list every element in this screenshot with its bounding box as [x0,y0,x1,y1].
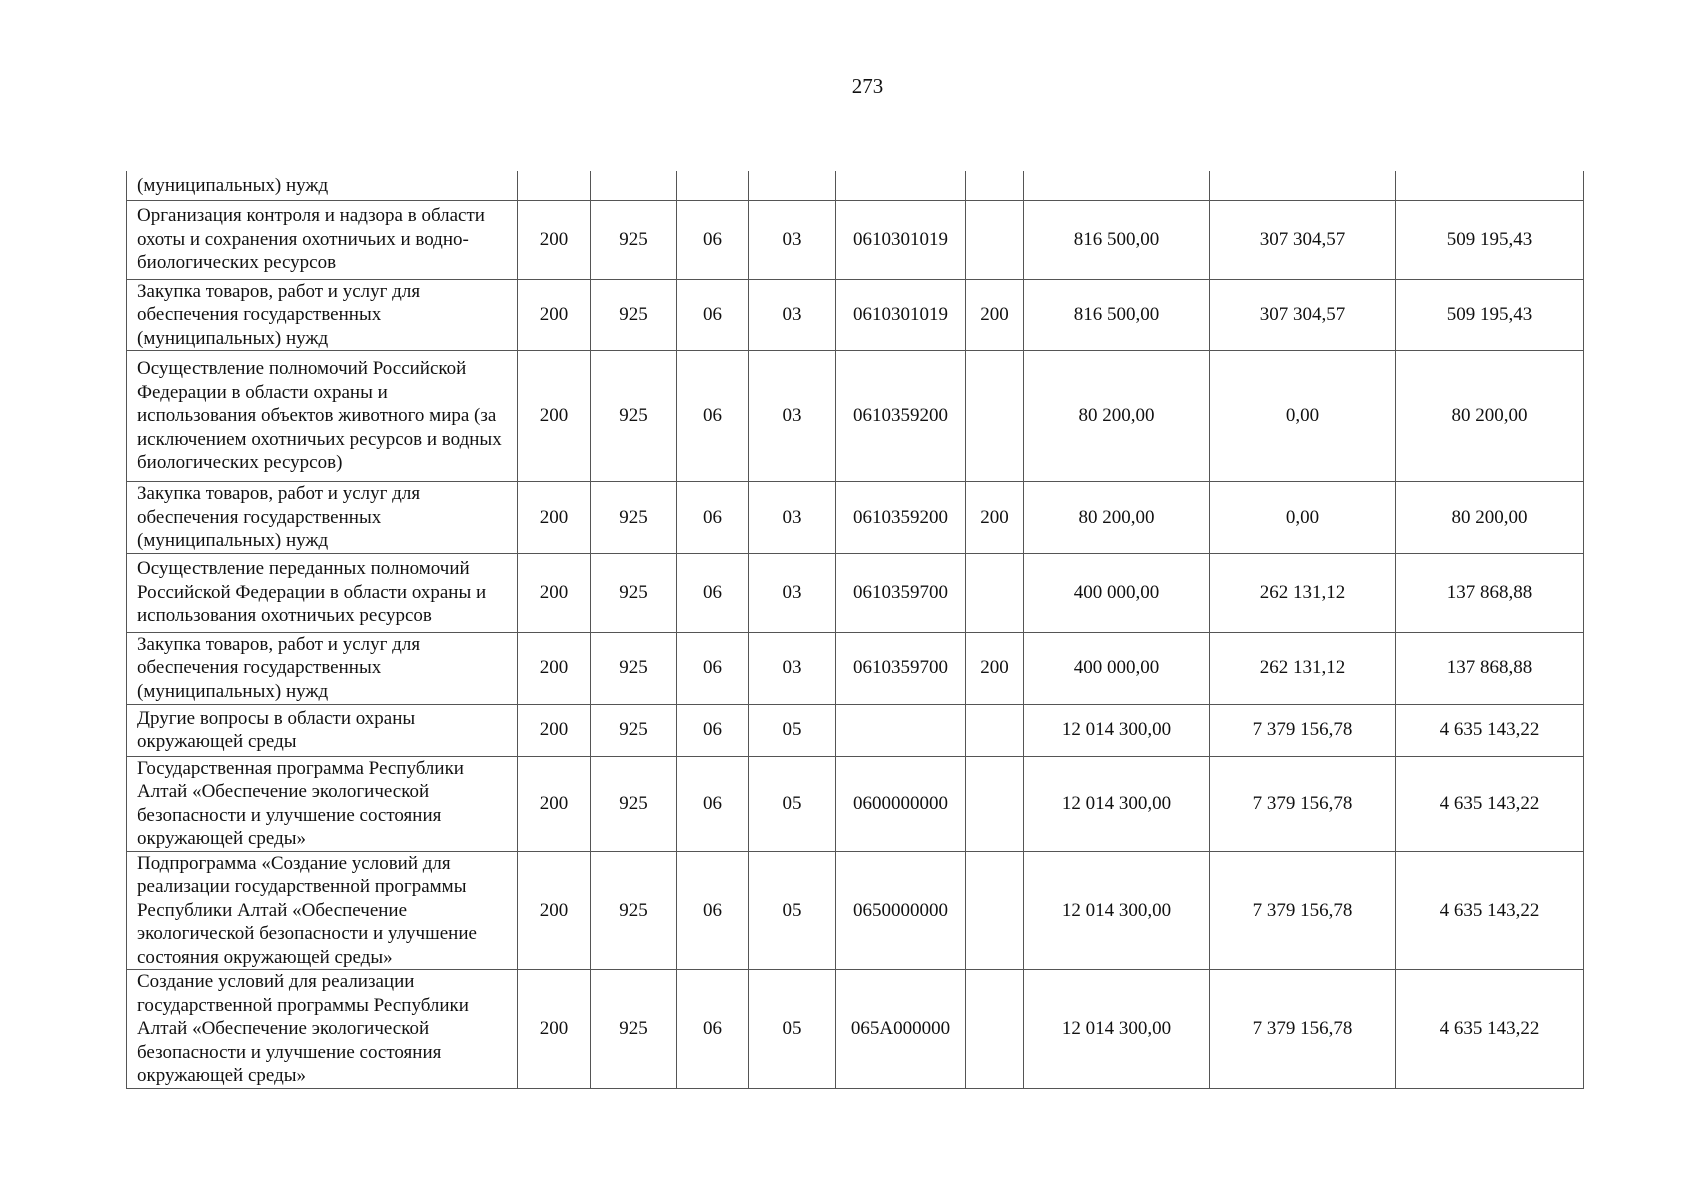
table-cell: 137 868,88 [1396,632,1584,704]
table-cell: 262 131,12 [1210,632,1396,704]
budget-table [126,171,1584,1089]
table-cell: 06 [677,704,749,756]
table-cell: 06 [677,200,749,279]
table-cell: 06 [677,279,749,351]
table-cell: 06 [677,970,749,1089]
table-cell: 7 379 156,78 [1210,851,1396,970]
row-name-cell: Другие вопросы в области охраны окружающей среды [127,704,518,756]
table-cell: 05 [749,756,836,851]
row-name-cell: Подпрограмма «Создание условий для реализации государственной программы Республики Алтай «Обеспечение экологической безопасности и улучшение состояния окружающей среды» [127,851,518,970]
table-cell: 12 014 300,00 [1024,851,1210,970]
table-cell: 200 [518,970,591,1089]
table-cell [966,756,1024,851]
table-cell [518,171,591,200]
table-cell: 0,00 [1210,351,1396,482]
table-cell: 400 000,00 [1024,632,1210,704]
table-cell: 200 [518,632,591,704]
table-cell: 0610359200 [836,482,966,554]
row-name-cell: Закупка товаров, работ и услуг для обеспечения государственных (муниципальных) нужд [127,482,518,554]
table-cell: 12 014 300,00 [1024,704,1210,756]
table-cell: 12 014 300,00 [1024,756,1210,851]
table-cell: 06 [677,351,749,482]
table-cell: 03 [749,279,836,351]
table-cell: 816 500,00 [1024,200,1210,279]
table-row [127,553,1584,632]
table-cell: 05 [749,704,836,756]
row-name-cell: Закупка товаров, работ и услуг для обеспечения государственных (муниципальных) нужд [127,632,518,704]
table-row [127,279,1584,351]
table-cell [966,171,1024,200]
table-cell: 03 [749,553,836,632]
table-cell: 0610359200 [836,351,966,482]
table-cell: 03 [749,351,836,482]
table-cell [966,704,1024,756]
table-cell: 4 635 143,22 [1396,851,1584,970]
table-cell [966,970,1024,1089]
table-cell: 80 200,00 [1396,482,1584,554]
row-name-cell: (муниципальных) нужд [127,171,518,200]
table-cell [966,553,1024,632]
table-cell: 0,00 [1210,482,1396,554]
table-cell: 200 [966,279,1024,351]
page-number: 273 [851,74,884,98]
row-name-cell: Создание условий для реализации государственной программы Республики Алтай «Обеспечение экологической безопасности и улучшение состояния окружающей среды» [127,970,518,1089]
table-cell: 307 304,57 [1210,200,1396,279]
table-cell [677,171,749,200]
row-name-cell: Осуществление полномочий Российской Федерации в области охраны и использования объектов животного мира (за исключением охотничьих ресурсов и водных биологических ресурсов) [127,351,518,482]
table-cell: 05 [749,970,836,1089]
table-cell: 200 [966,482,1024,554]
table-cell: 05 [749,851,836,970]
table-cell: 925 [591,200,677,279]
table-row [127,632,1584,704]
table-cell: 7 379 156,78 [1210,970,1396,1089]
table-cell: 0610301019 [836,279,966,351]
table-cell [966,351,1024,482]
table-cell: 200 [518,756,591,851]
table-cell: 200 [518,351,591,482]
table-cell: 262 131,12 [1210,553,1396,632]
table-cell [966,851,1024,970]
table-cell [1210,171,1396,200]
row-name-cell: Организация контроля и надзора в области охоты и сохранения охотничьих и водно-биологических ресурсов [127,200,518,279]
table-cell: 4 635 143,22 [1396,756,1584,851]
table-cell: 200 [518,704,591,756]
table-cell: 06 [677,482,749,554]
table-cell: 4 635 143,22 [1396,704,1584,756]
table-cell: 7 379 156,78 [1210,756,1396,851]
table-cell: 0610301019 [836,200,966,279]
table-cell: 0600000000 [836,756,966,851]
row-name-cell: Закупка товаров, работ и услуг для обеспечения государственных (муниципальных) нужд [127,279,518,351]
table-cell [966,200,1024,279]
table-cell: 925 [591,482,677,554]
table-row [127,351,1584,482]
table-cell [749,171,836,200]
table-cell: 925 [591,279,677,351]
table-cell: 200 [518,482,591,554]
table-cell [1396,171,1584,200]
table-cell: 925 [591,970,677,1089]
table-cell: 4 635 143,22 [1396,970,1584,1089]
table-cell: 06 [677,851,749,970]
table-cell: 509 195,43 [1396,279,1584,351]
table-cell: 06 [677,553,749,632]
table-cell: 0610359700 [836,553,966,632]
table-row [127,704,1584,756]
row-name-cell: Государственная программа Республики Алтай «Обеспечение экологической безопасности и улучшение состояния окружающей среды» [127,756,518,851]
row-name-cell: Осуществление переданных полномочий Российской Федерации в области охраны и использования охотничьих ресурсов [127,553,518,632]
table-cell: 80 200,00 [1024,351,1210,482]
table-row [127,171,1584,200]
table-row [127,200,1584,279]
table-row [127,970,1584,1089]
table-cell: 200 [518,851,591,970]
table-cell: 0610359700 [836,632,966,704]
table-cell: 925 [591,632,677,704]
table-cell: 137 868,88 [1396,553,1584,632]
table-cell: 0650000000 [836,851,966,970]
table-cell [1024,171,1210,200]
table-cell [836,171,966,200]
table-cell: 925 [591,851,677,970]
table-cell: 06 [677,756,749,851]
table-row [127,851,1584,970]
table-cell: 03 [749,200,836,279]
table-cell: 80 200,00 [1396,351,1584,482]
table-cell: 200 [966,632,1024,704]
table-cell: 200 [518,200,591,279]
table-cell: 200 [518,553,591,632]
table-cell: 065A000000 [836,970,966,1089]
table-row [127,482,1584,554]
table-cell: 7 379 156,78 [1210,704,1396,756]
table-cell: 925 [591,704,677,756]
table-cell: 925 [591,553,677,632]
table-cell: 400 000,00 [1024,553,1210,632]
table-cell: 06 [677,632,749,704]
table-cell: 03 [749,482,836,554]
table-cell: 12 014 300,00 [1024,970,1210,1089]
table-cell: 816 500,00 [1024,279,1210,351]
table-cell: 307 304,57 [1210,279,1396,351]
table-cell: 80 200,00 [1024,482,1210,554]
table-cell [591,171,677,200]
table-cell [836,704,966,756]
table-row [127,756,1584,851]
table-cell: 03 [749,632,836,704]
table-cell: 509 195,43 [1396,200,1584,279]
table-cell: 925 [591,756,677,851]
table-cell: 200 [518,279,591,351]
table-cell: 925 [591,351,677,482]
